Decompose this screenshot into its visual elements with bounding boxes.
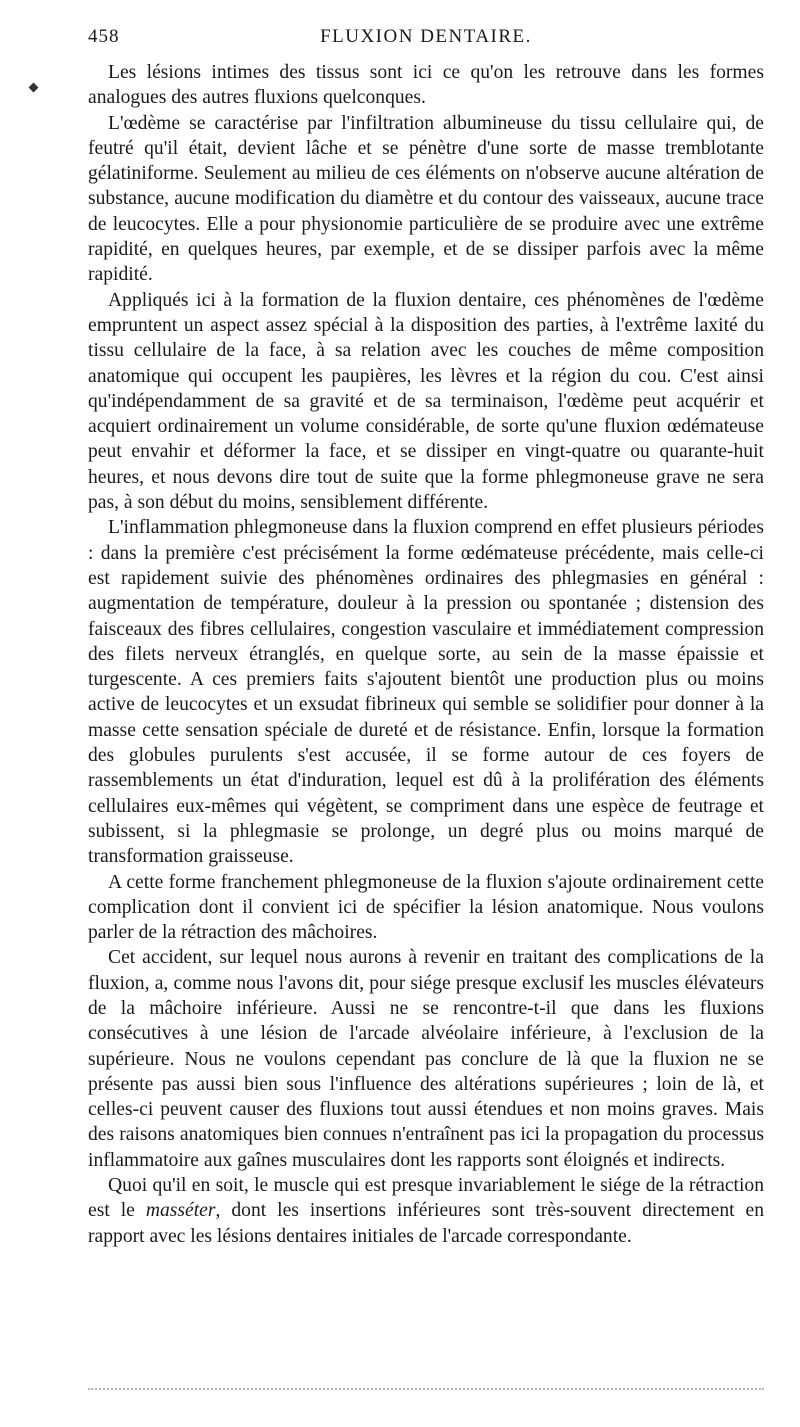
paragraph-3: Appliqués ici à la formation de la fluxion dentaire, ces phénomènes de l'œdème empruntent un aspect assez spécial à la disposition des parties, à l'extrême laxité du tissu cellulaire de la face, à sa relation avec les couches de même composition anatomique qui occupent les paupières, les lèvres et la région du cou. C'est ainsi qu'indépendamment de sa gravité et de sa terminaison, l'œdème peut acquérir et acquiert ordinairement un volume considérable, de sorte qu'une fluxion œdémateuse peut envahir et déformer la face, et se dissiper en vingt-quatre ou quarante-huit heures, et nous devons dire tout de suite que la forme phlegmoneuse grave ne sera pas, à son début du moins, sensiblement différente.	[88, 289, 764, 514]
paragraph-5: A cette forme franchement phlegmoneuse de la fluxion s'ajoute ordinairement cette complication dont il convient ici de spécifier la lésion anatomique. Nous voulons parler de la rétraction des mâchoires.	[88, 871, 764, 944]
paragraph-7-italic-term: masséter	[145, 1200, 216, 1222]
body-text	[88, 60, 764, 1249]
page-number: 458	[88, 26, 120, 47]
running-title: FLUXION DENTAIRE.	[320, 26, 532, 47]
paragraph-2: L'œdème se caractérise par l'infiltration albumineuse du tissu cellulaire qui, de feutré qu'il était, devient lâche et se pénètre d'une sorte de masse tremblotante gélatiniforme. Seulement au milieu de ces éléments on n'observe aucune altération de substance, aucune modification du diamètre et du contour des vaisseaux, aucune trace de leucocytes. Elle a pour physionomie particulière de se produire avec une extrême rapidité, en quelques heures, par exemple, et de se dissiper parfois avec la même rapidité.	[88, 112, 764, 286]
running-head	[88, 26, 764, 52]
stray-mark	[29, 83, 39, 93]
paragraph-1: Les lésions intimes des tissus sont ici ce qu'on les retrouve dans les formes analogues des autres fluxions quelconques.	[88, 62, 764, 109]
bottom-bleed-line	[88, 1388, 764, 1390]
paragraph-4: L'inflammation phlegmoneuse dans la fluxion comprend en effet plusieurs périodes : dans la première c'est précisément la forme œdémateuse précédente, mais celle-ci est rapidement suivie des phénomènes ordinaires des phlegmasies en général : augmentation de température, douleur à la pression ou spontanée ; distension des faisceaux des fibres cellulaires, congestion vasculaire et immédiatement compression des filets nerveux étranglés, en quelque sorte, au sein de la masse épaissie et turgescente. A ces premiers faits s'ajoutent bientôt une production plus ou moins active de leucocytes et un exsudat fibrineux qui semble se solidifier pour donner à la masse cette sensation spéciale de dureté et de résistance. Enfin, lorsque la formation des globules purulents s'est accusée, il se forme autour de ces foyers de rassemblements un état d'induration, lequel est dû à la prolifération des éléments cellulaires eux-mêmes qui végètent, se compriment dans une espèce de feutrage et subissent, si la phlegmasie se prolonge, un degré plus ou moins marqué de transformation graisseuse.	[88, 517, 764, 868]
paragraph-7	[88, 1173, 764, 1249]
paragraph-6: Cet accident, sur lequel nous aurons à revenir en traitant des complications de la fluxion, a, comme nous l'avons dit, pour siége presque exclusif les muscles élévateurs de la mâchoire inférieure. Aussi ne se rencontre-t-il que dans les fluxions consécutives à une lésion de l'arcade alvéolaire inférieure, à l'exclusion de la supérieure. Nous ne voulons cependant pas conclure de là que la fluxion ne se présente pas aussi bien sous l'influence des altérations supérieures ; loin de là, et celles-ci peuvent causer des fluxions tout aussi étendues et non moins graves. Mais des raisons anatomiques bien connues n'entraînent pas ici la propagation du processus inflammatoire aux gaînes musculaires dont les rapports sont éloignés et indirects.	[88, 947, 764, 1171]
paragraph-7-part-1: Quoi qu'il en soit, le muscle qui est presque invariablement le siége de la rétraction est le	[88, 1175, 764, 1222]
paragraph-7-part-2: , dont les insertions inférieures sont très-souvent directement en rapport avec les lésions dentaires initiales de l'arcade correspondante.	[88, 1200, 765, 1247]
